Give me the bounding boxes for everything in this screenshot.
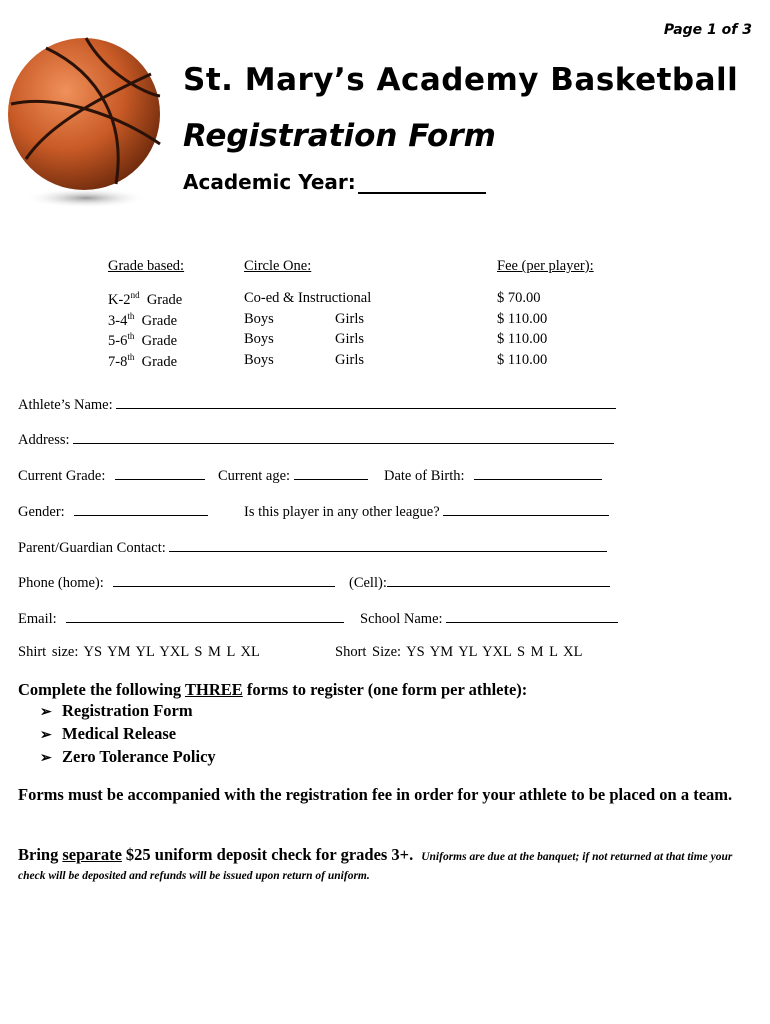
title-line-1: St. Mary’s Academy Basketball	[183, 62, 739, 98]
other-league-row	[244, 501, 609, 521]
school-name-label: School Name:	[360, 611, 443, 627]
grade-cell: 7-8th Grade	[108, 352, 178, 370]
option-girls[interactable]: Girls	[335, 352, 364, 368]
deposit-note: Bring separate $25 uniform deposit check for grades 3+. Uniforms are due at the banquet; if not returned at that time your check will be deposited and refunds will be issued upon return of uniform.	[18, 845, 733, 882]
option-girls[interactable]: Girls	[335, 311, 364, 327]
option-girls[interactable]: Girls	[335, 331, 364, 347]
email-label: Email:	[18, 611, 57, 627]
option-boys[interactable]: Boys	[244, 311, 274, 327]
current-grade-row	[18, 465, 205, 485]
list-item: ➢ Zero Tolerance Policy	[40, 746, 216, 769]
grade-cell: 5-6th Grade	[108, 331, 178, 349]
grade-header: Grade based:	[108, 258, 185, 274]
title-line-2: Registration Form	[183, 118, 496, 154]
current-age-row	[218, 465, 368, 485]
page-number: Page 1 of 3	[663, 22, 752, 38]
arrow-bullet-icon: ➢	[40, 751, 52, 766]
school-name-row	[360, 608, 618, 628]
parent-contact-row	[18, 537, 607, 557]
phone-home-field[interactable]	[113, 572, 335, 587]
address-label: Address:	[18, 432, 70, 448]
grade-cell: 3-4th Grade	[108, 311, 178, 329]
list-item: ➢ Registration Form	[40, 700, 216, 723]
school-name-field[interactable]	[446, 608, 618, 623]
arrow-bullet-icon: ➢	[40, 728, 52, 743]
address-row	[18, 429, 614, 449]
email-row	[18, 608, 344, 628]
email-field[interactable]	[66, 608, 344, 623]
dob-row	[384, 465, 602, 485]
current-age-field[interactable]	[294, 465, 368, 480]
option-boys[interactable]: Boys	[244, 331, 274, 347]
dob-label: Date of Birth:	[384, 468, 465, 484]
athlete-name-row	[18, 394, 616, 414]
option-coed[interactable]: Co-ed & Instructional	[244, 290, 372, 306]
phone-home-row	[18, 572, 335, 592]
current-age-label: Current age:	[218, 468, 291, 484]
arrow-bullet-icon: ➢	[40, 705, 52, 720]
fee-cell: $ 110.00	[497, 331, 548, 347]
basketball-logo	[6, 34, 164, 210]
short-size-options[interactable]: Short Size: YS YM YL YXL S M L XL	[335, 644, 583, 660]
athlete-name-label: Athlete’s Name:	[18, 397, 113, 413]
athlete-name-field[interactable]	[116, 394, 616, 409]
list-item: ➢ Medical Release	[40, 723, 216, 746]
phone-home-label: Phone (home):	[18, 575, 104, 591]
other-league-label: Is this player in any other league?	[244, 504, 440, 520]
cell-row	[349, 572, 610, 592]
fee-cell: $ 110.00	[497, 311, 548, 327]
academic-year-field[interactable]	[358, 172, 486, 194]
parent-contact-label: Parent/Guardian Contact:	[18, 540, 166, 556]
academic-year	[183, 170, 486, 194]
address-field[interactable]	[73, 429, 614, 444]
required-forms-list	[40, 700, 216, 769]
academic-year-label: Academic Year:	[183, 170, 356, 194]
gender-row	[18, 501, 208, 521]
current-grade-field[interactable]	[115, 465, 205, 480]
complete-forms-heading: Complete the following THREE forms to register (one form per athlete):	[18, 680, 528, 699]
gender-field[interactable]	[74, 501, 208, 516]
shirt-size-options[interactable]: Shirt size: YS YM YL YXL S M L XL	[18, 644, 260, 660]
fee-header: Fee (per player):	[497, 258, 594, 274]
parent-contact-field[interactable]	[169, 537, 607, 552]
fee-cell: $ 110.00	[497, 352, 548, 368]
fee-cell: $ 70.00	[497, 290, 541, 306]
fee-note: Forms must be accompanied with the registration fee in order for your athlete to be placed on a team.	[18, 785, 733, 804]
other-league-field[interactable]	[443, 501, 609, 516]
current-grade-label: Current Grade:	[18, 468, 106, 484]
cell-field[interactable]	[387, 572, 610, 587]
circle-header: Circle One:	[244, 258, 312, 274]
dob-field[interactable]	[474, 465, 602, 480]
cell-label: (Cell):	[349, 575, 387, 591]
option-boys[interactable]: Boys	[244, 352, 274, 368]
gender-label: Gender:	[18, 504, 65, 520]
grade-cell: K-2nd Grade	[108, 290, 183, 308]
